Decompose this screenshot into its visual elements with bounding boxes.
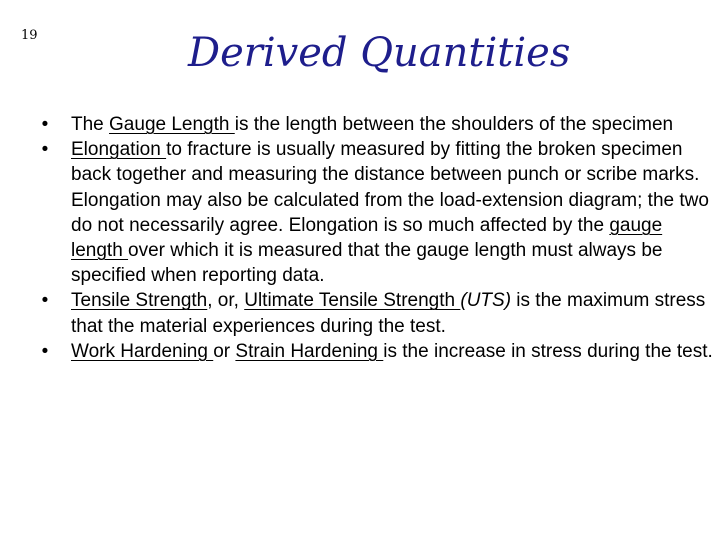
text-segment: is the maximum stress that the material experiences during the test. — [71, 290, 706, 337]
slide-number: 19 — [21, 28, 38, 43]
text-segment: , or, — [207, 290, 245, 312]
term-gauge-length-inline: gauge length — [71, 214, 663, 262]
text-segment: The — [71, 114, 110, 135]
bullet-text — [71, 290, 705, 336]
term-gauge-length: Gauge Length — [109, 114, 235, 135]
bullet-text — [71, 114, 673, 135]
bullet-item-work-hardening — [30, 339, 715, 364]
bullet-text — [71, 341, 713, 362]
text-segment: or — [213, 340, 236, 362]
bullet-item-gauge-length — [30, 112, 715, 137]
text-segment: to fracture is usually measured by fitting the broken specimen back together and measuring the distance between punch or scribe marks. Elongation may also be calculated from the load-extension diagram; the two do not necessarily agree. Elongation is so much affected by the — [71, 139, 709, 236]
term-strain-hardening: Strain Hardening — [235, 340, 384, 362]
term-elongation: Elongation — [71, 139, 167, 161]
bullet-icon: • — [41, 139, 49, 161]
term-work-hardening: Work Hardening — [71, 340, 214, 362]
term-tensile-strength: Tensile Strength — [71, 290, 208, 312]
text-segment: is the increase in stress during the test. — [383, 340, 713, 362]
bullet-icon: • — [41, 114, 49, 135]
term-uts-abbrev: (UTS) — [460, 290, 512, 312]
term-ultimate-tensile-strength: Ultimate Tensile Strength — [244, 290, 461, 312]
bullet-icon: • — [41, 340, 49, 362]
slide-title: Derived Quantities — [188, 30, 571, 76]
bullet-icon: • — [41, 290, 49, 312]
bullet-item-tensile-strength — [30, 288, 715, 338]
bullet-list — [30, 112, 715, 364]
bullet-item-elongation — [30, 137, 715, 288]
text-segment: over which it is measured that the gauge length must always be specified when reporting data. — [71, 240, 663, 287]
bullet-text — [71, 139, 709, 286]
text-segment: is the length between the shoulders of the specimen — [234, 114, 674, 135]
